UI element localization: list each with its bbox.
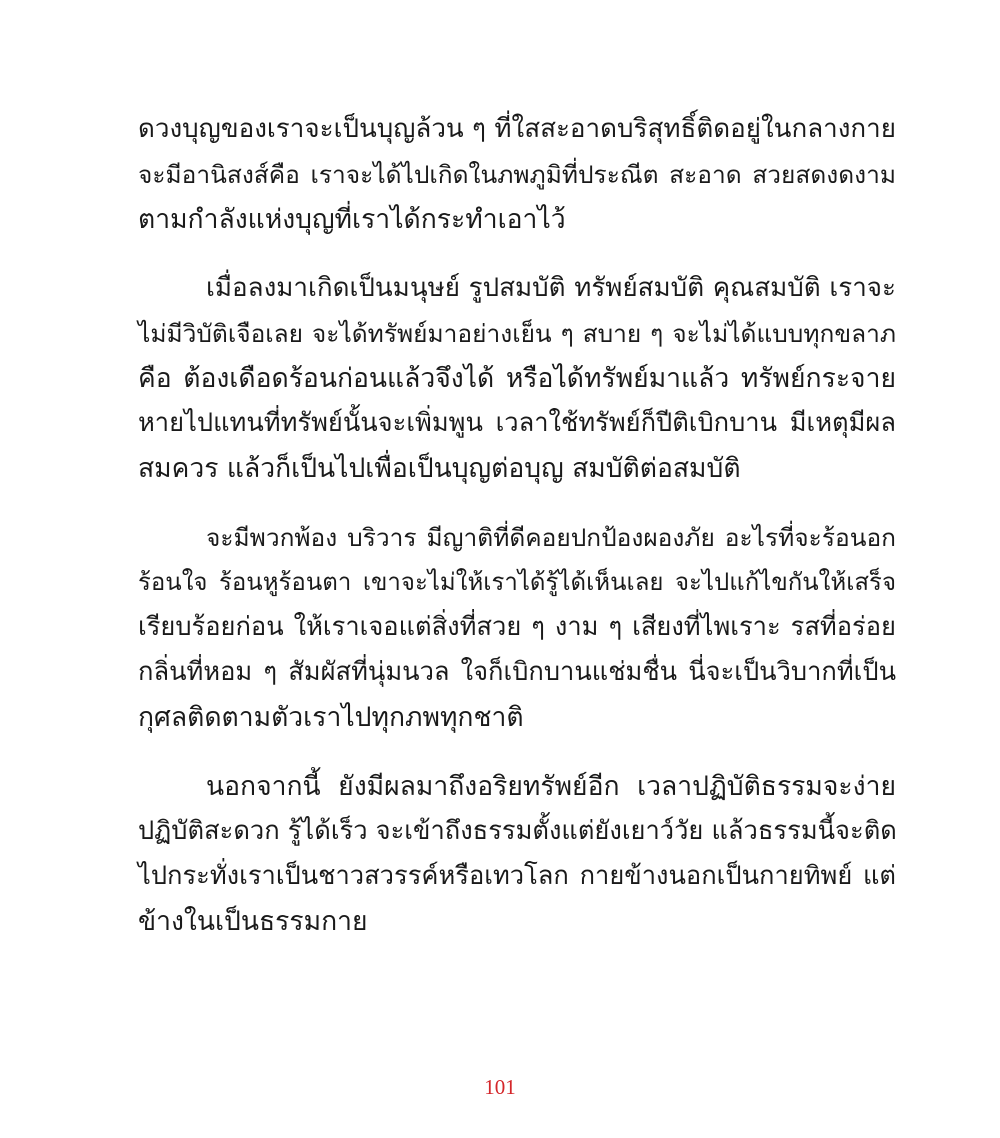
text-line: สมควร แล้วก็เป็นไปเพื่อเป็นบุญต่อบุญ สมบัติต่อสมบัติ [138,453,741,484]
paragraph-1 [138,107,896,242]
text-line: ไปกระทั่งเราเป็นชาวสวรรค์หรือเทวโลก กายข้างนอกเป็นกายทิพย์ แต่ [138,861,896,891]
text-line: ตามกำลังแห่งบุญที่เราได้กระทำเอาไว้ [138,204,566,235]
text-line: ร้อนใจ ร้อนหูร้อนตา เขาจะไม่ให้เราได้รู้ได้เห็นเลย จะไปแก้ไขกันให้เสร็จ [138,568,896,596]
text-line: เมื่อลงมาเกิดเป็นมนุษย์ รูปสมบัติ ทรัพย์สมบัติ คุณสมบัติ เราจะ [206,273,896,303]
text-line: นอกจากนี้ ยังมีผลมาถึงอริยทรัพย์อีก เวลาปฏิบัติธรรมจะง่าย [206,771,896,802]
text-line: ไม่มีวิบัติเจือเลย จะได้ทรัพย์มาอย่างเย็น ๆ สบาย ๆ จะไม่ได้แบบทุกขลาภ [138,319,896,348]
body-text [138,107,896,968]
text-line: จะมีอานิสงส์คือ เราจะได้ไปเกิดในภพภูมิที่ประณีต สะอาด สวยสดงดงาม [138,160,896,189]
page-number: 101 [484,1075,516,1099]
text-line: เรียบร้อยก่อน ให้เราเจอแต่สิ่งที่สวย ๆ งาม ๆ เสียงที่ไพเราะ รสที่อร่อย [138,612,896,642]
text-line: ดวงบุญของเราจะเป็นบุญล้วน ๆ ที่ใสสะอาดบริสุทธิ์ติดอยู่ในกลางกาย [138,114,896,144]
text-line: หายไปแทนที่ทรัพย์นั้นจะเพิ่มพูน เวลาใช้ทรัพย์ก็ปีติเบิกบาน มีเหตุมีผล [138,408,896,438]
text-line: ปฏิบัติสะดวก รู้ได้เร็ว จะเข้าถึงธรรมตั้งแต่ยังเยาว์วัย แล้วธรรมนี้จะติด [138,816,897,846]
paragraph-3 [138,515,896,740]
text-line: จะมีพวกพ้อง บริวาร มีญาติที่ดีคอยปกป้องผองภัย อะไรที่จะร้อนอก [206,523,896,552]
text-line: ข้างในเป็นธรรมกาย [138,906,368,937]
text-line: กลิ่นที่หอม ๆ สัมผัสที่นุ่มนวล ใจก็เบิกบานแช่มชื่น นี่จะเป็นวิบากที่เป็น [138,657,896,687]
text-line: กุศลติดตามตัวเราไปทุกภพทุกชาติ [138,702,524,733]
text-line: คือ ต้องเดือดร้อนก่อนแล้วจึงได้ หรือได้ทรัพย์มาแล้ว ทรัพย์กระจาย [138,363,896,394]
paragraph-2 [138,266,896,491]
paragraph-4 [138,764,896,944]
